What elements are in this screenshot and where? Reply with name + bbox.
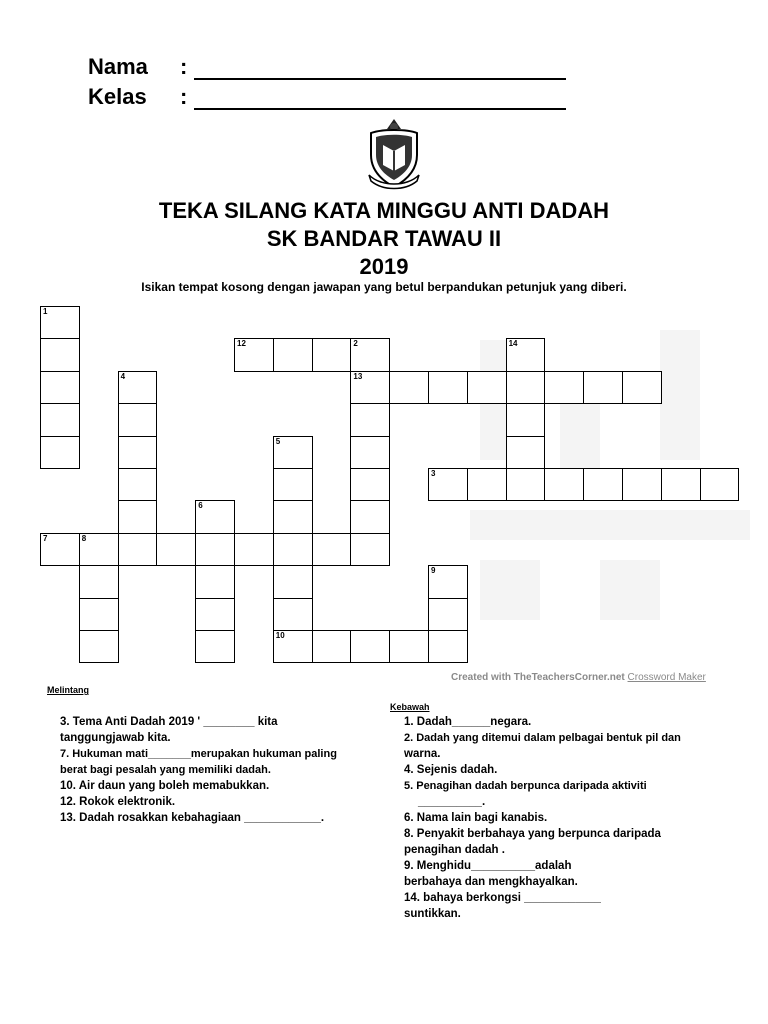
clue-number: 3 <box>431 469 436 478</box>
crossword-cell[interactable] <box>389 630 429 663</box>
crossword-cell[interactable] <box>273 630 313 663</box>
clue-line: suntikkan. <box>404 908 461 920</box>
crossword-cell[interactable] <box>118 403 158 436</box>
crossword-cell[interactable] <box>428 371 468 404</box>
crossword-cell[interactable] <box>79 630 119 663</box>
crossword-cell[interactable] <box>312 533 352 566</box>
crossword-cell[interactable] <box>273 338 313 371</box>
clue-number: 10 <box>275 631 285 640</box>
clue-line: 3. Tema Anti Dadah 2019 ' ________ kita <box>60 716 278 728</box>
crossword-cell[interactable] <box>273 500 313 533</box>
crossword-cell[interactable] <box>40 306 80 339</box>
crossword-cell[interactable] <box>195 630 235 663</box>
crossword-cell[interactable] <box>350 533 390 566</box>
down-heading: Kebawah <box>390 702 430 712</box>
clue-line: __________. <box>418 796 486 808</box>
clue-line: tanggungjawab kita. <box>60 732 171 744</box>
crossword-cell[interactable] <box>40 533 80 566</box>
class-field[interactable] <box>88 84 566 110</box>
crossword-maker-link[interactable]: Crossword Maker <box>627 672 706 683</box>
clue-number: 6 <box>198 501 203 511</box>
clue-number: 2 <box>353 339 358 349</box>
crossword-cell[interactable] <box>506 468 546 501</box>
page-title: TEKA SILANG KATA MINGGU ANTI DADAH <box>158 198 610 223</box>
crossword-cell[interactable] <box>195 565 235 598</box>
clue-number: 7 <box>43 533 48 543</box>
crossword-cell[interactable] <box>350 371 390 404</box>
clue-line: 7. Hukuman mati_______merupakan hukuman paling <box>60 748 337 760</box>
clue-line: 5. Penagihan dadah berpunca daripada aktiviti <box>404 780 647 792</box>
crossword-cell[interactable] <box>661 468 701 501</box>
crossword-cell[interactable] <box>273 598 313 631</box>
clue-number: 13 <box>353 371 363 381</box>
clue-line: 6. Nama lain bagi kanabis. <box>404 812 548 824</box>
watermark-block <box>470 510 750 540</box>
name-label: Nama <box>88 54 148 79</box>
crossword-cell[interactable] <box>40 436 80 469</box>
credit-line <box>451 672 706 683</box>
clue-number: 8 <box>81 533 87 543</box>
crossword-cell[interactable] <box>79 565 119 598</box>
crossword-cell[interactable] <box>40 338 80 371</box>
crossword-cell[interactable] <box>40 403 80 436</box>
clue-line: penagihan dadah . <box>404 844 505 856</box>
clue-number: 9 <box>431 566 436 576</box>
crossword-cell[interactable] <box>312 630 352 663</box>
clue-number: 12 <box>237 339 246 349</box>
clue-line: warna. <box>404 748 441 760</box>
crossword-cell[interactable] <box>350 338 390 371</box>
crossword-cell[interactable] <box>428 630 468 663</box>
clue-line: 12. Rokok elektronik. <box>60 796 176 808</box>
crossword-cell[interactable] <box>118 533 158 566</box>
crossword-cell[interactable] <box>312 338 352 371</box>
crossword-cell[interactable] <box>156 533 196 566</box>
crossword-cell[interactable] <box>350 403 390 436</box>
clue-line: 2. Dadah yang ditemui dalam pelbagai bentuk pil dan <box>404 732 681 744</box>
school-crest-logo <box>361 115 427 191</box>
clue-line: 13. Dadah rosakkan kebahagiaan ____________. <box>60 812 325 824</box>
class-blank-line[interactable] <box>194 90 566 110</box>
clue-line: 1. Dadah______negara. <box>404 716 532 728</box>
crossword-cell[interactable] <box>467 468 507 501</box>
crossword-cell[interactable] <box>234 533 274 566</box>
crossword-cell[interactable] <box>622 468 662 501</box>
crossword-cell[interactable] <box>350 468 390 501</box>
down-clues <box>404 714 681 922</box>
class-label: Kelas <box>88 84 147 109</box>
crossword-cell[interactable] <box>195 598 235 631</box>
crossword-cell[interactable] <box>622 371 662 404</box>
crossword-cell[interactable] <box>234 338 274 371</box>
watermark-block <box>660 330 700 460</box>
clue-number: 1 <box>43 307 48 316</box>
class-colon: : <box>180 84 188 109</box>
clue-line: 8. Penyakit berbahaya yang berpunca daripada <box>404 828 661 840</box>
crossword-cell[interactable] <box>350 500 390 533</box>
clue-number: 4 <box>120 371 126 381</box>
crossword-cell[interactable] <box>428 468 468 501</box>
crossword-cell[interactable] <box>700 468 740 501</box>
crossword-cell[interactable] <box>118 468 158 501</box>
crossword-cell[interactable] <box>40 371 80 404</box>
clue-number: 5 <box>275 436 281 446</box>
across-heading: Melintang <box>47 685 89 695</box>
name-blank-line[interactable] <box>194 60 566 80</box>
watermark-block <box>560 400 600 490</box>
crossword-cell[interactable] <box>195 533 235 566</box>
watermark-block <box>600 560 660 620</box>
school-name: SK BANDAR TAWAU II <box>266 226 502 251</box>
clue-number: 14 <box>508 339 518 349</box>
crossword-cell[interactable] <box>79 598 119 631</box>
clue-line: berbahaya dan mengkhayalkan. <box>404 876 578 888</box>
crossword-cell[interactable] <box>273 436 313 469</box>
clue-line: 9. Menghidu__________adalah <box>404 860 572 872</box>
clue-line: 10. Air daun yang boleh memabukkan. <box>60 780 270 792</box>
crossword-cell[interactable] <box>273 533 313 566</box>
crossword-cell[interactable] <box>273 565 313 598</box>
crossword-cell[interactable] <box>118 436 158 469</box>
watermark-block <box>480 340 520 460</box>
crossword-cell[interactable] <box>118 500 158 533</box>
year-heading: 2019 <box>359 254 409 279</box>
crossword-cell[interactable] <box>118 371 158 404</box>
clue-line: berat bagi pesalah yang memiliki dadah. <box>60 764 271 776</box>
crossword-cell[interactable] <box>195 500 235 533</box>
clue-line: 4. Sejenis dadah. <box>404 764 498 776</box>
crossword-cell[interactable] <box>273 468 313 501</box>
crossword-cell[interactable] <box>350 630 390 663</box>
instruction-text: Isikan tempat kosong dengan jawapan yang betul berpandukan petunjuk yang diberi. <box>141 280 627 294</box>
crossword-cell[interactable] <box>428 565 468 598</box>
watermark-block <box>480 560 540 620</box>
crossword-cell[interactable] <box>428 598 468 631</box>
name-field[interactable] <box>88 54 566 80</box>
crossword-cell[interactable] <box>389 371 429 404</box>
name-colon: : <box>180 54 188 79</box>
crossword-cell[interactable] <box>350 436 390 469</box>
across-clues <box>60 714 337 826</box>
clue-line: 14. bahaya berkongsi ____________ <box>404 892 601 904</box>
crossword-cell[interactable] <box>79 533 119 566</box>
credit-text: Created with TheTeachersCorner.net <box>451 672 628 683</box>
